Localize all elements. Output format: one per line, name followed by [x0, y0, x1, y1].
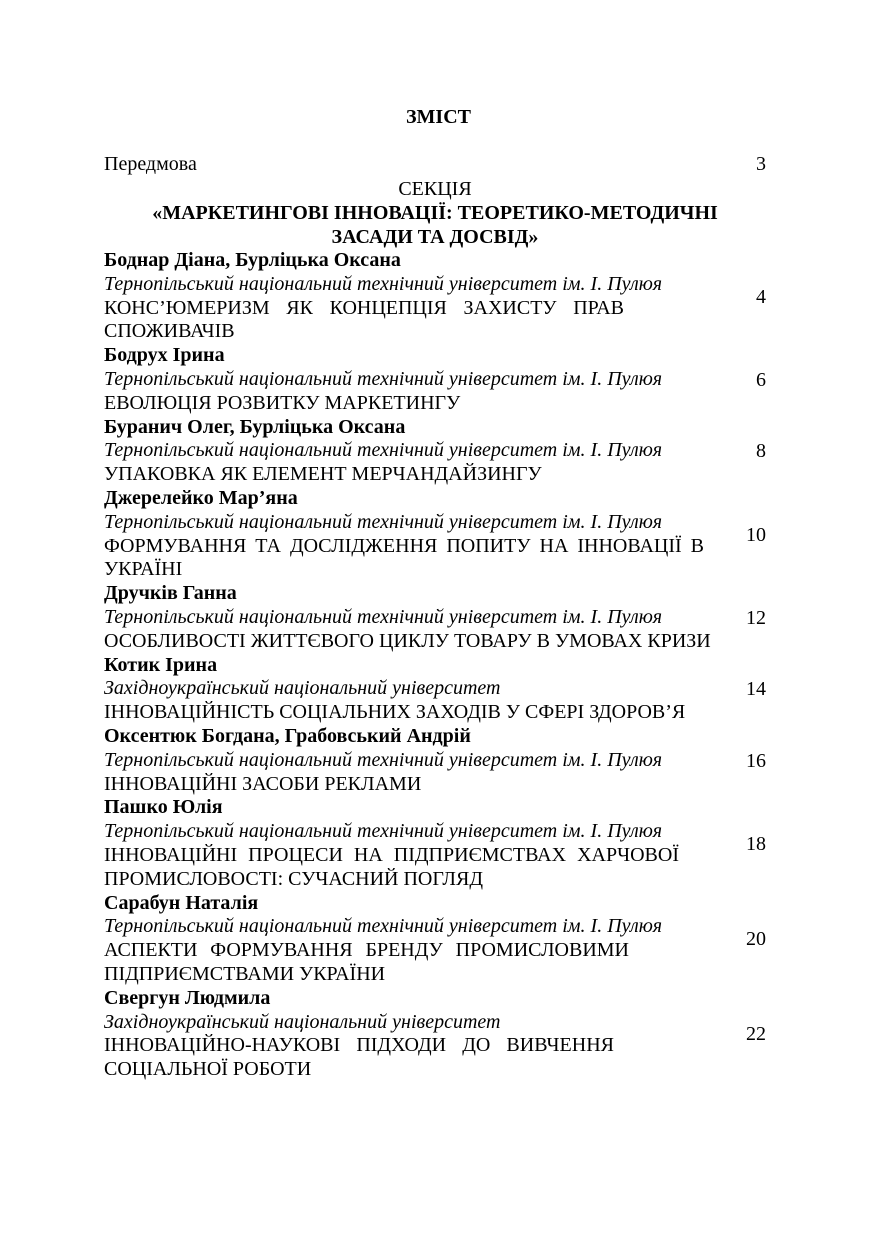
entry-topic: ІННОВАЦІЙНО-НАУКОВІ ПІДХОДИ ДО ВИВЧЕННЯ СОЦІАЛЬНОЇ РОБОТИ [104, 1034, 614, 1081]
entry-page-number: 12 [746, 606, 766, 629]
section-header [104, 177, 766, 249]
entry-topic: ІННОВАЦІЙНІСТЬ СОЦІАЛЬНИХ ЗАХОДІВ У СФЕРІ ЗДОРОВ’Я [104, 701, 686, 724]
toc-entry [104, 796, 766, 891]
toc-entry-body [104, 654, 718, 725]
toc-entry-body [104, 892, 718, 987]
toc-entries [104, 249, 766, 1082]
toc-entry [104, 654, 766, 725]
entry-authors: Дручків Ганна [104, 582, 237, 605]
entry-institution: Тернопільський національний технічний університет ім. І. Пулюя [104, 915, 663, 938]
toc-entry [104, 487, 766, 582]
entry-topic: АСПЕКТИ ФОРМУВАННЯ БРЕНДУ ПРОМИСЛОВИМИ ПІДПРИЄМСТВАМИ УКРАЇНИ [104, 939, 629, 985]
entry-topic: КОНС’ЮМЕРИЗМ ЯК КОНЦЕПЦІЯ ЗАХИСТУ ПРАВ СПОЖИВАЧІВ [104, 296, 624, 343]
entry-topic: ІННОВАЦІЙНІ ПРОЦЕСИ НА ПІДПРИЄМСТВАХ ХАРЧОВОЇ ПРОМИСЛОВОСТІ: СУЧАСНИЙ ПОГЛЯД [104, 843, 679, 890]
toc-entry [104, 249, 766, 344]
toc-entry-body [104, 987, 718, 1082]
entry-authors: Свергун Людмила [104, 986, 271, 1009]
toc-entry [104, 987, 766, 1082]
entry-institution: Тернопільський національний технічний університет ім. І. Пулюя [104, 748, 663, 771]
entry-authors: Пашко Юлія [104, 796, 223, 819]
entry-institution: Тернопільський національний технічний університет ім. І. Пулюя [104, 367, 663, 390]
toc-entry [104, 344, 766, 415]
entry-page-number: 16 [746, 749, 766, 772]
entry-page-number: 6 [756, 368, 766, 391]
entry-institution: Тернопільський національний технічний університет ім. І. Пулюя [104, 820, 663, 843]
toc-entry-body [104, 582, 718, 653]
toc-entry-body [104, 416, 718, 487]
entry-institution: Тернопільський національний технічний університет ім. І. Пулюя [104, 605, 663, 628]
entry-page-number: 18 [746, 832, 766, 855]
intro-page-number: 3 [756, 153, 766, 175]
entry-authors: Боднар Діана, Бурліцька Оксана [104, 249, 401, 271]
toc-entry-body [104, 725, 718, 796]
section-heading-line-1: «МАРКЕТИНГОВІ ІННОВАЦІЇ: ТЕОРЕТИКО-МЕТОДИЧНІ [152, 202, 718, 224]
entry-topic: ФОРМУВАННЯ ТА ДОСЛІДЖЕННЯ ПОПИТУ НА ІННОВАЦІЇ В УКРАЇНІ [104, 534, 704, 581]
toc-entry [104, 892, 766, 987]
toc-entry [104, 582, 766, 653]
entry-institution: Тернопільський національний технічний університет ім. І. Пулюя [104, 272, 663, 295]
entry-topic: ЕВОЛЮЦІЯ РОЗВИТКУ МАРКЕТИНГУ [104, 391, 461, 414]
entry-topic: ІННОВАЦІЙНІ ЗАСОБИ РЕКЛАМИ [104, 772, 422, 795]
entry-page-number: 14 [746, 678, 766, 701]
entry-institution: Тернопільський національний технічний університет ім. І. Пулюя [104, 439, 663, 462]
entry-page-number: 4 [756, 285, 766, 308]
toc-entry [104, 725, 766, 796]
page-title: ЗМІСТ [406, 106, 471, 128]
toc-entry-body [104, 487, 718, 582]
toc-entry-body [104, 796, 718, 891]
toc-entry [104, 416, 766, 487]
entry-institution: Західноукраїнський національний університет [104, 1010, 501, 1033]
entry-page-number: 22 [746, 1023, 766, 1046]
entry-topic: ОСОБЛИВОСТІ ЖИТТЄВОГО ЦИКЛУ ТОВАРУ В УМОВАХ КРИЗИ [104, 629, 711, 652]
toc-entry-body [104, 249, 718, 344]
entry-authors: Бодрух Ірина [104, 344, 225, 367]
entry-page-number: 8 [756, 440, 766, 463]
entry-authors: Джерелейко Мар’яна [104, 486, 298, 509]
entry-topic: УПАКОВКА ЯК ЕЛЕМЕНТ МЕРЧАНДАЙЗИНГУ [104, 463, 542, 486]
intro-label: Передмова [104, 153, 197, 175]
section-heading-line-2: ЗАСАДИ ТА ДОСВІД» [331, 226, 539, 248]
entry-authors: Оксентюк Богдана, Грабовський Андрій [104, 724, 471, 747]
entry-institution: Тернопільський національний технічний університет ім. І. Пулюя [104, 510, 663, 533]
entry-institution: Західноукраїнський національний університет [104, 677, 501, 700]
entry-page-number: 10 [746, 523, 766, 546]
toc-entry-body [104, 344, 718, 415]
section-label: СЕКЦІЯ [398, 178, 472, 200]
entry-page-number: 20 [746, 928, 766, 951]
entry-authors: Буранич Олег, Бурліцька Оксана [104, 415, 406, 438]
entry-authors: Сарабун Наталія [104, 891, 259, 914]
entry-authors: Котик Ірина [104, 653, 218, 676]
